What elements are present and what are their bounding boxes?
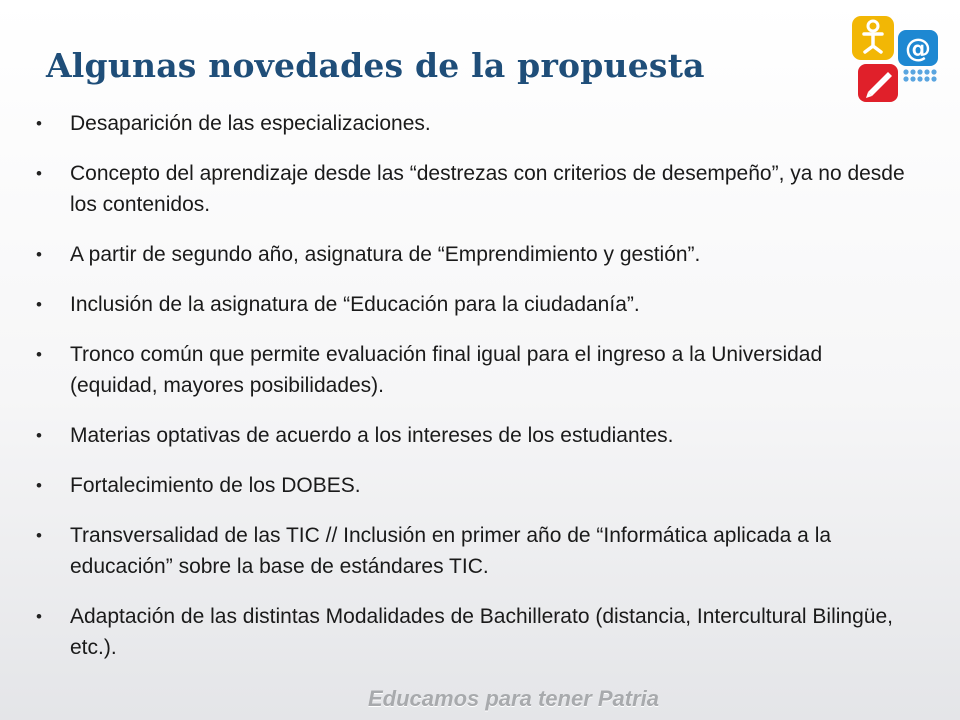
bullet-text: Transversalidad de las TIC // Inclusión en primer año de “Informática aplicada a la educación” sobre la base de estándares TIC. — [70, 524, 832, 578]
bullet-text: Materias optativas de acuerdo a los intereses de los estudiantes. — [70, 424, 674, 447]
bullet-dot: • — [36, 245, 42, 264]
child-icon — [852, 16, 894, 60]
footer-slogan: Educamos para tener Patria — [368, 686, 660, 711]
bullet-item — [34, 420, 914, 451]
bullet-text: A partir de segundo año, asignatura de “Emprendimiento y gestión”. — [70, 243, 701, 266]
bullet-text: Concepto del aprendizaje desde las “destrezas con criterios de desempeño”, ya no desde los contenidos. — [70, 162, 905, 216]
pencil-icon — [858, 64, 898, 102]
bullet-text: Adaptación de las distintas Modalidades de Bachillerato (distancia, Intercultural Bilingüe, etc.). — [70, 605, 893, 659]
bullet-dot: • — [36, 607, 42, 626]
svg-text:@: @ — [905, 34, 931, 64]
bullet-text: Inclusión de la asignatura de “Educación para la ciudadanía”. — [70, 293, 640, 316]
slide-title: Algunas novedades de la propuesta — [46, 46, 705, 85]
bullet-list — [34, 108, 914, 682]
bullet-item — [34, 601, 914, 663]
bullet-item — [34, 339, 914, 401]
bullet-dot: • — [36, 426, 42, 445]
bullet-text: Desaparición de las especializaciones. — [70, 112, 431, 135]
bullet-item — [34, 158, 914, 220]
bullet-dot: • — [36, 526, 42, 545]
at-sign-icon — [898, 30, 938, 66]
education-logo — [846, 12, 946, 106]
bullet-dot: • — [36, 295, 42, 314]
bullet-dot: • — [36, 164, 42, 183]
keypad-dots-icon — [903, 69, 936, 81]
bullet-item — [34, 289, 914, 320]
bullet-dot: • — [36, 476, 42, 495]
bullet-text: Tronco común que permite evaluación final igual para el ingreso a la Universidad (equidad, mayores posibilidades). — [70, 343, 823, 397]
bullet-item — [34, 470, 914, 501]
bullet-text: Fortalecimiento de los DOBES. — [70, 474, 361, 497]
bullet-item — [34, 520, 914, 582]
bullet-dot: • — [36, 114, 42, 133]
bullet-dot: • — [36, 345, 42, 364]
bullet-item — [34, 239, 914, 270]
bullet-item — [34, 108, 914, 139]
